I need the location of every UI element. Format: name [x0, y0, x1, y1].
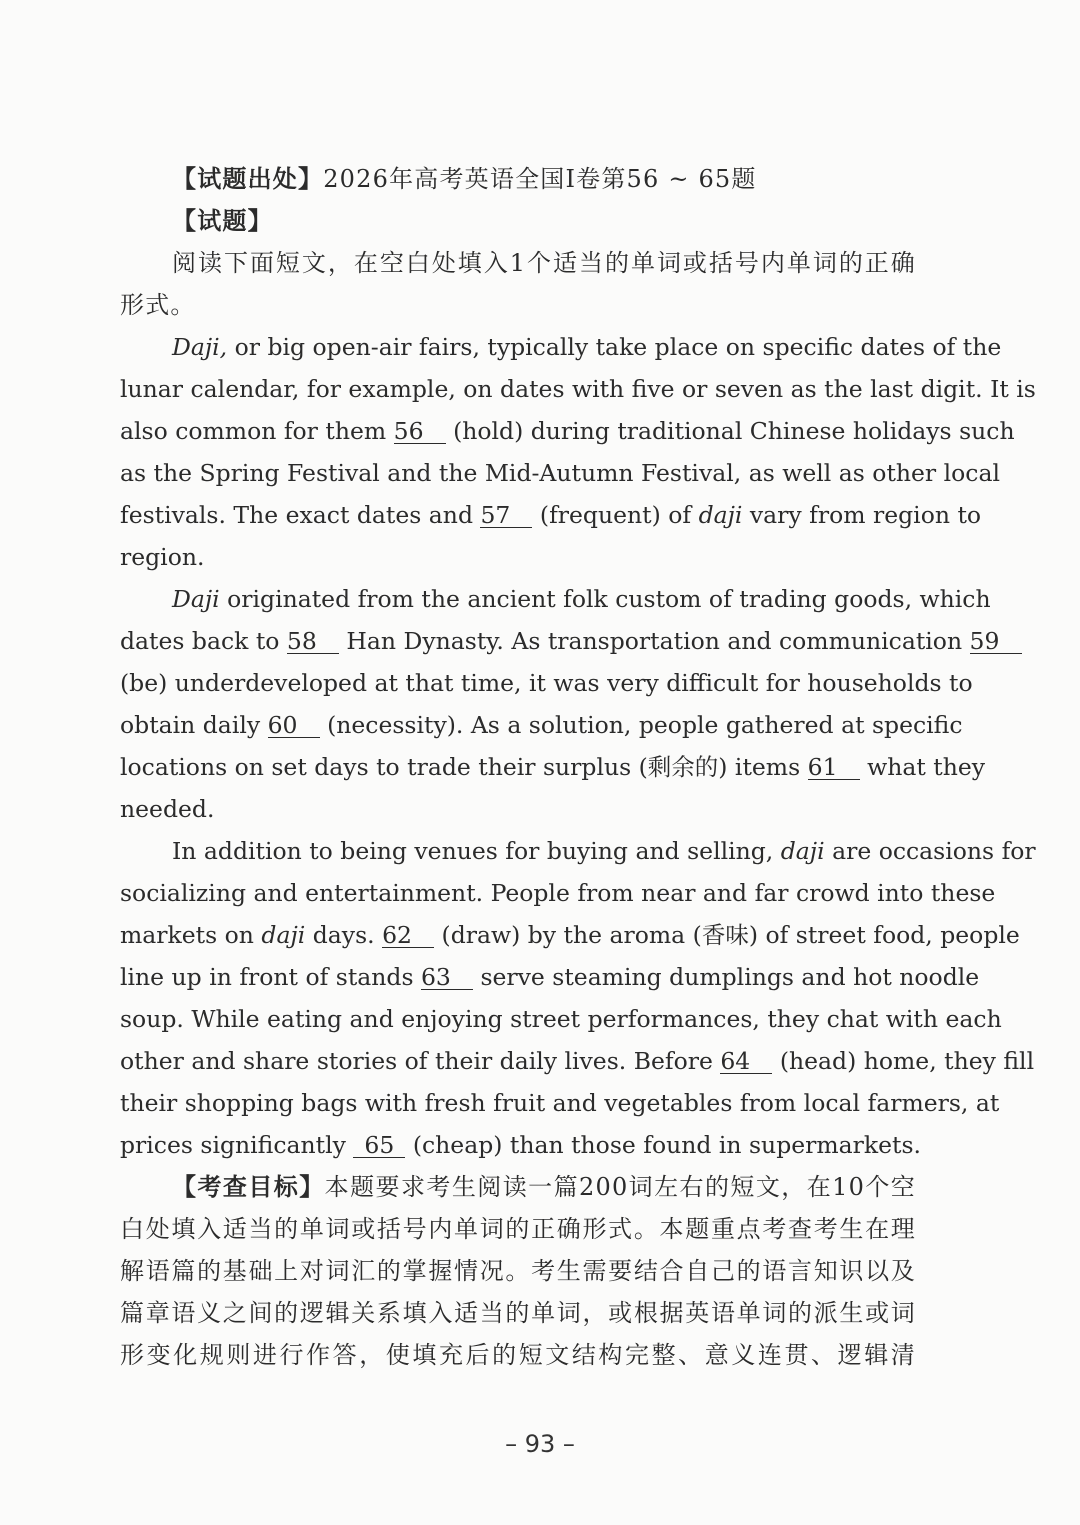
p2-line-5 — [120, 746, 986, 788]
p1-line-2: lunar calendar, for example, on dates with five or seven as the last digit. It is — [120, 375, 1036, 403]
p1-text: (hold) during traditional Chinese holidays such — [445, 417, 1015, 445]
p3-line-1 — [120, 830, 1036, 872]
p1-text: also common for them — [120, 417, 394, 445]
instruction-line-1: 阅读下面短文，在空白处填入1个适当的单词或括号内单词的正确 — [172, 249, 916, 277]
p2-text: dates back to — [120, 627, 287, 655]
instruction-line-2: 形式。 — [120, 291, 196, 319]
p2-line-4 — [120, 704, 963, 746]
p1-line-1 — [120, 326, 1002, 368]
p1-line-4: as the Spring Festival and the Mid-Autumn Festival, as well as other local — [120, 459, 1000, 487]
source-label: 【试题出处】 — [172, 164, 324, 193]
paragraph-2 — [120, 578, 1000, 830]
page-content — [120, 158, 1036, 1376]
p2-text: Han Dynasty. As transportation and communication — [338, 627, 970, 655]
term-daji: daji — [780, 837, 825, 865]
objective-line-3: 解语篇的基础上对词汇的掌握情况。考生需要结合自己的语言知识以及 — [120, 1257, 916, 1285]
blank-61[interactable]: 61 — [808, 755, 860, 780]
p3-line-4 — [120, 956, 980, 998]
question-label: 【试题】 — [172, 206, 273, 235]
term-daji: daji — [261, 921, 306, 949]
paragraph-1 — [120, 326, 1036, 578]
p3-line-5: soup. While eating and enjoying street performances, they chat with each — [120, 1005, 1002, 1033]
p2-text: what they — [859, 753, 986, 781]
p3-text: are occasions for — [824, 837, 1036, 865]
p1-text: vary from region to — [742, 501, 982, 529]
p1-line-6: region. — [120, 543, 205, 571]
objective-text: 本题要求考生阅读一篇200词左右的短文，在10个空 — [324, 1173, 916, 1201]
p1-line-3 — [120, 410, 1015, 452]
page-number: – 93 – — [505, 1430, 575, 1458]
p3-text: (cheap) than those found in supermarkets. — [405, 1131, 922, 1159]
p1-text: festivals. The exact dates and — [120, 501, 481, 529]
blank-65[interactable]: 65 — [353, 1133, 405, 1158]
p2-text: (necessity). As a solution, people gathered at specific — [319, 711, 963, 739]
p2-text: locations on set days to trade their surplus (剩余的) items — [120, 753, 808, 781]
blank-58[interactable]: 58 — [287, 629, 339, 654]
source-text: 2026年高考英语全国Ⅰ卷第56 ~ 65题 — [323, 165, 757, 193]
blank-63[interactable]: 63 — [421, 965, 473, 990]
term-daji: Daji, — [172, 333, 228, 361]
p3-text: other and share stories of their daily lives. Before — [120, 1047, 721, 1075]
objective-section — [120, 1166, 916, 1376]
p2-line-3: (be) underdeveloped at that time, it was very difficult for households to — [120, 669, 973, 697]
blank-59[interactable]: 59 — [970, 629, 1022, 654]
p3-text: line up in front of stands — [120, 963, 421, 991]
objective-line-4: 篇章语义之间的逻辑关系填入适当的单词，或根据英语单词的派生或词 — [120, 1299, 916, 1327]
p3-line-6 — [120, 1040, 1035, 1082]
p1-text: (frequent) of — [532, 501, 699, 529]
objective-line-1 — [120, 1166, 916, 1208]
p2-line-2 — [120, 620, 1000, 662]
objective-label: 【考查目标】 — [172, 1172, 325, 1201]
p1-line-5 — [120, 494, 982, 536]
p2-text: obtain daily — [120, 711, 268, 739]
source-line — [120, 158, 916, 200]
blank-57[interactable]: 57 — [480, 503, 532, 528]
p3-text: prices significantly — [120, 1131, 354, 1159]
p2-text: originated from the ancient folk custom of trading goods, which — [219, 585, 991, 613]
p2-line-1 — [120, 578, 991, 620]
blank-56[interactable]: 56 — [394, 419, 446, 444]
p3-text: (draw) by the aroma (香味) of street food, people — [434, 921, 1020, 949]
p3-line-2: socializing and entertainment. People from near and far crowd into these — [120, 879, 996, 907]
p3-line-7: their shopping bags with fresh fruit and vegetables from local farmers, at — [120, 1089, 1000, 1117]
p3-text: markets on — [120, 921, 262, 949]
p3-text: days. — [305, 921, 383, 949]
p1-text: or big open-air fairs, typically take place on specific dates of the — [227, 333, 1002, 361]
paragraph-3 — [120, 830, 1036, 1166]
term-daji: Daji — [172, 585, 220, 613]
p3-line-8 — [120, 1124, 922, 1166]
blank-62[interactable]: 62 — [382, 923, 434, 948]
p3-text: In addition to being venues for buying and selling, — [172, 837, 781, 865]
p3-line-3 — [120, 914, 1020, 956]
term-daji: daji — [698, 501, 743, 529]
p3-text: serve steaming dumplings and hot noodle — [472, 963, 980, 991]
blank-60[interactable]: 60 — [268, 713, 320, 738]
p2-line-6: needed. — [120, 795, 215, 823]
objective-line-5: 形变化规则进行作答，使填充后的短文结构完整、意义连贯、逻辑清 — [120, 1341, 916, 1369]
blank-64[interactable]: 64 — [720, 1049, 772, 1074]
p3-text: (head) home, they fill — [772, 1047, 1035, 1075]
objective-line-2: 白处填入适当的单词或括号内单词的正确形式。本题重点考查考生在理 — [120, 1215, 916, 1243]
